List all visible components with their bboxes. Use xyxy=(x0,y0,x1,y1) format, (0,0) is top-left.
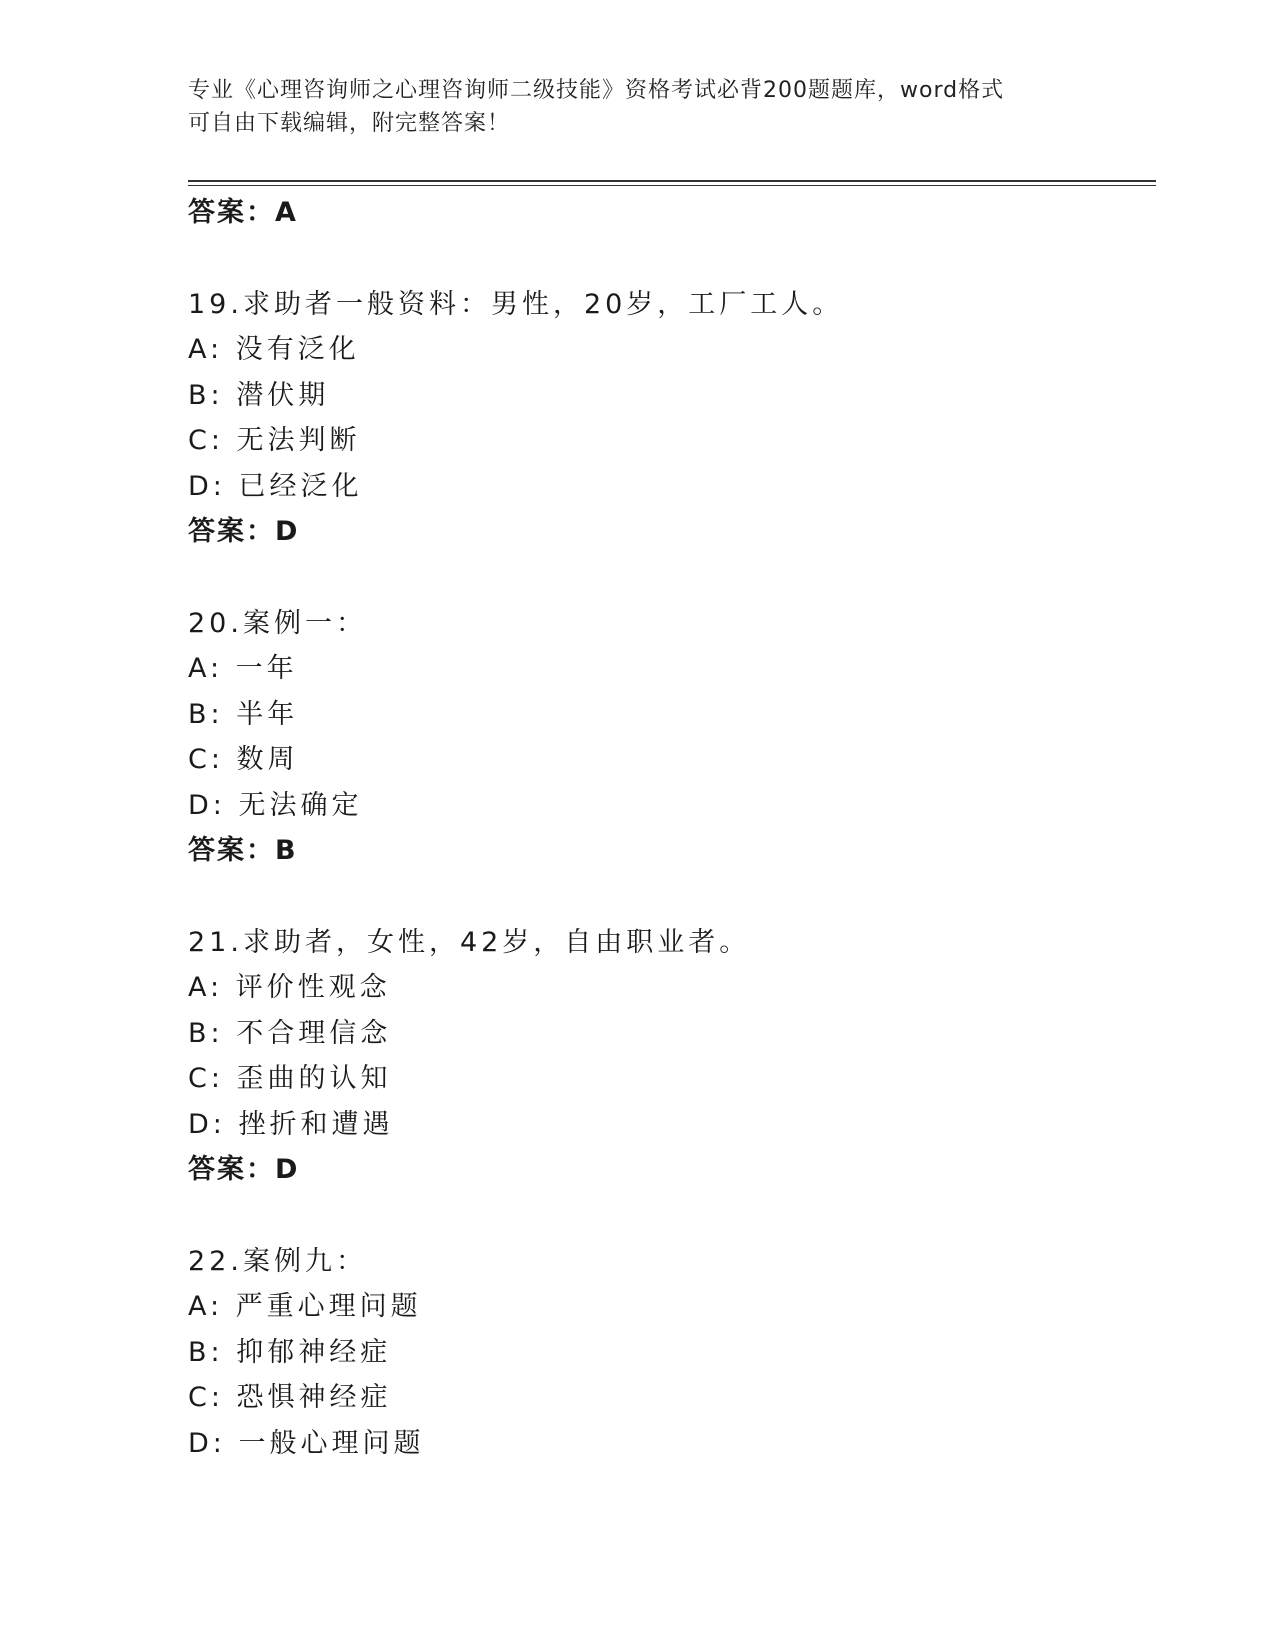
option-a: A: 一年 xyxy=(188,653,298,684)
option-b: B: 抑郁神经症 xyxy=(188,1336,392,1368)
option-a: A: 评价性观念 xyxy=(188,972,391,1003)
option-c: C: 恐惧神经症 xyxy=(188,1382,392,1413)
option-d: D: 无法确定 xyxy=(188,789,363,821)
option-d: D: 一般心理问题 xyxy=(188,1427,425,1459)
header-line-2: 可自由下载编辑，附完整答案！ xyxy=(188,111,511,136)
question-stem: 21.求助者，女性，42岁，自由职业者。 xyxy=(188,926,751,958)
option-c: C: 无法判断 xyxy=(188,425,361,456)
answer-line: 答案：D xyxy=(188,516,300,547)
header-line-1: 专业《心理咨询师之心理咨询师二级技能》资格考试必背200题题库，word格式 xyxy=(188,78,1005,103)
option-b: B: 不合理信念 xyxy=(188,1017,392,1049)
option-a: A: 没有泛化 xyxy=(188,334,360,365)
option-c: C: 数周 xyxy=(188,744,299,775)
answer-line: 答案：A xyxy=(188,197,298,228)
answer-line: 答案：D xyxy=(188,1154,300,1185)
question-list xyxy=(188,190,1148,1466)
document-header xyxy=(188,74,1088,140)
question-stem: 22.案例九： xyxy=(188,1245,367,1277)
option-d: D: 已经泛化 xyxy=(188,470,363,502)
question-stem: 20.案例一： xyxy=(188,607,367,639)
option-a: A: 严重心理问题 xyxy=(188,1291,422,1322)
header-divider xyxy=(188,180,1156,186)
option-b: B: 半年 xyxy=(188,698,299,730)
option-d: D: 挫折和遭遇 xyxy=(188,1108,394,1140)
option-c: C: 歪曲的认知 xyxy=(188,1063,392,1094)
option-b: B: 潜伏期 xyxy=(188,379,330,411)
question-stem: 19.求助者一般资料：男性，20岁，工厂工人。 xyxy=(188,288,844,320)
answer-line: 答案：B xyxy=(188,835,298,866)
